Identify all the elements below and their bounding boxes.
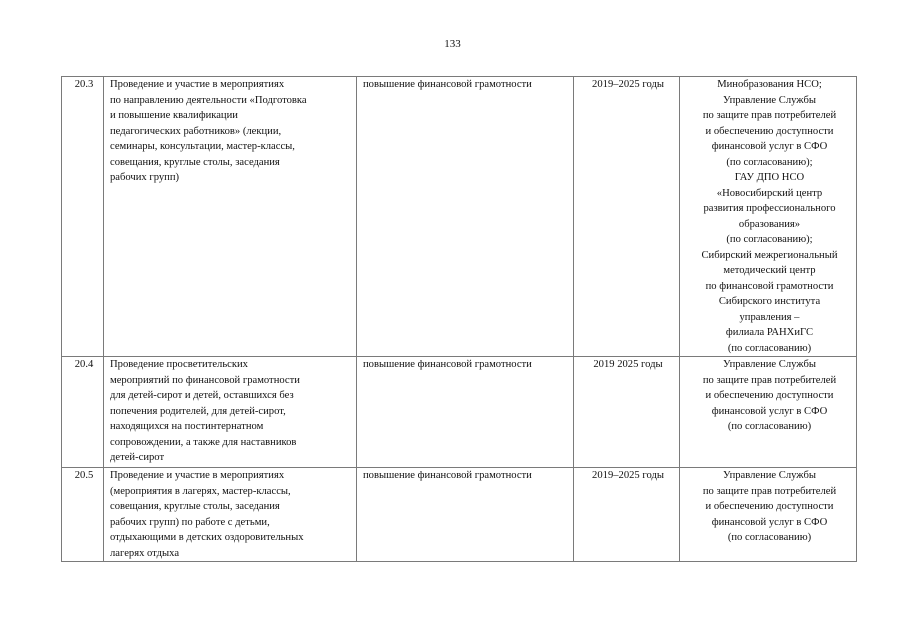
cell-text-line: Управление Службы — [723, 94, 816, 106]
cell-text-line: лагерях отдыха — [110, 547, 180, 559]
goal-cell: повышение финансовой грамотности — [357, 77, 574, 357]
cell-text-line: финансовой услуг в СФО — [711, 516, 828, 528]
period-cell: 2019–2025 годы — [574, 77, 680, 357]
row-number-cell: 20.4 — [62, 357, 104, 468]
cell-text-line: находящихся на постинтернатном — [110, 421, 264, 432]
cell-text-line: Управление Службы — [723, 359, 816, 370]
cell-text-line: совещания, круглые столы, заседания — [110, 501, 280, 512]
cell-text-line: финансовой услуг в СФО — [711, 405, 828, 417]
page-number: 133 — [444, 38, 461, 50]
measures-table — [61, 76, 857, 562]
cell-text-line: (по согласованию) — [727, 342, 812, 354]
period-cell: 2019 2025 годы — [574, 357, 680, 468]
table-row — [62, 77, 857, 357]
measure-name-cell — [104, 468, 357, 562]
cell-text-line: Минобразования НСО; — [717, 79, 822, 90]
measure-name-cell — [104, 357, 357, 468]
cell-text-line: финансовой услуг в СФО — [711, 141, 828, 152]
cell-text-line: и обеспечению доступности — [705, 125, 834, 137]
cell-text-line: для детей-сирот и детей, оставшихся без — [110, 390, 294, 401]
row-number-cell: 20.5 — [62, 468, 104, 562]
cell-text-line: по направлению деятельности «Подготовка — [110, 94, 307, 106]
cell-text-line: детей-сирот — [110, 452, 165, 463]
cell-text-line: (по согласованию) — [727, 421, 812, 432]
cell-text-line: (мероприятия в лагерях, мастер-классы, — [110, 485, 291, 497]
cell-text-line: развития профессионального — [703, 203, 836, 214]
cell-text-line: по финансовой грамотности — [705, 280, 834, 292]
cell-text-line: совещания, круглые столы, заседания — [110, 156, 280, 168]
cell-text-line: управления – — [739, 311, 800, 323]
cell-text-line: Проведение просветительских — [110, 359, 248, 370]
cell-text-line: рабочих групп) — [110, 172, 180, 183]
cell-text-line: (по согласованию); — [726, 156, 813, 168]
cell-text-line: попечения родителей, для детей-сирот, — [110, 405, 286, 417]
executors-cell — [680, 77, 857, 357]
cell-text-line: ГАУ ДПО НСО — [734, 172, 805, 183]
cell-text-line: Проведение и участие в мероприятиях — [110, 470, 285, 481]
cell-text-line: Сибирского института — [718, 296, 821, 307]
period-cell: 2019–2025 годы — [574, 468, 680, 562]
executors-cell — [680, 357, 857, 468]
row-number-cell: 20.3 — [62, 77, 104, 357]
cell-text-line: педагогических работников» (лекции, — [110, 125, 282, 137]
executors-cell — [680, 468, 857, 562]
cell-text-line: рабочих групп) по работе с детьми, — [110, 516, 270, 528]
cell-text-line: филиала РАНХиГС — [725, 327, 814, 338]
cell-text-line: отдыхающими в детских оздоровительных — [110, 532, 304, 543]
cell-text-line: и обеспечению доступности — [705, 390, 834, 401]
cell-text-line: семинары, консультации, мастер-классы, — [110, 141, 295, 152]
cell-text-line: по защите прав потребителей — [702, 485, 837, 497]
table-row — [62, 468, 857, 562]
cell-text-line: (по согласованию) — [727, 532, 812, 543]
cell-text-line: Управление Службы — [723, 470, 816, 481]
goal-cell: повышение финансовой грамотности — [357, 468, 574, 562]
table-row — [62, 357, 857, 468]
cell-text-line: сопровождении, а также для наставников — [110, 436, 297, 448]
cell-text-line: образования» — [738, 218, 801, 230]
cell-text-line: Сибирский межрегиональный — [701, 249, 838, 261]
cell-text-line: по защите прав потребителей — [702, 110, 837, 121]
cell-text-line: по защите прав потребителей — [702, 374, 837, 386]
cell-text-line: «Новосибирский центр — [716, 187, 823, 199]
measure-name-cell — [104, 77, 357, 357]
cell-text-line: и повышение квалификации — [110, 110, 238, 121]
cell-text-line: (по согласованию); — [726, 234, 813, 245]
cell-text-line: и обеспечению доступности — [705, 501, 834, 512]
cell-text-line: методический центр — [723, 265, 816, 276]
cell-text-line: мероприятий по финансовой грамотности — [110, 374, 300, 386]
goal-cell: повышение финансовой грамотности — [357, 357, 574, 468]
cell-text-line: Проведение и участие в мероприятиях — [110, 79, 285, 90]
